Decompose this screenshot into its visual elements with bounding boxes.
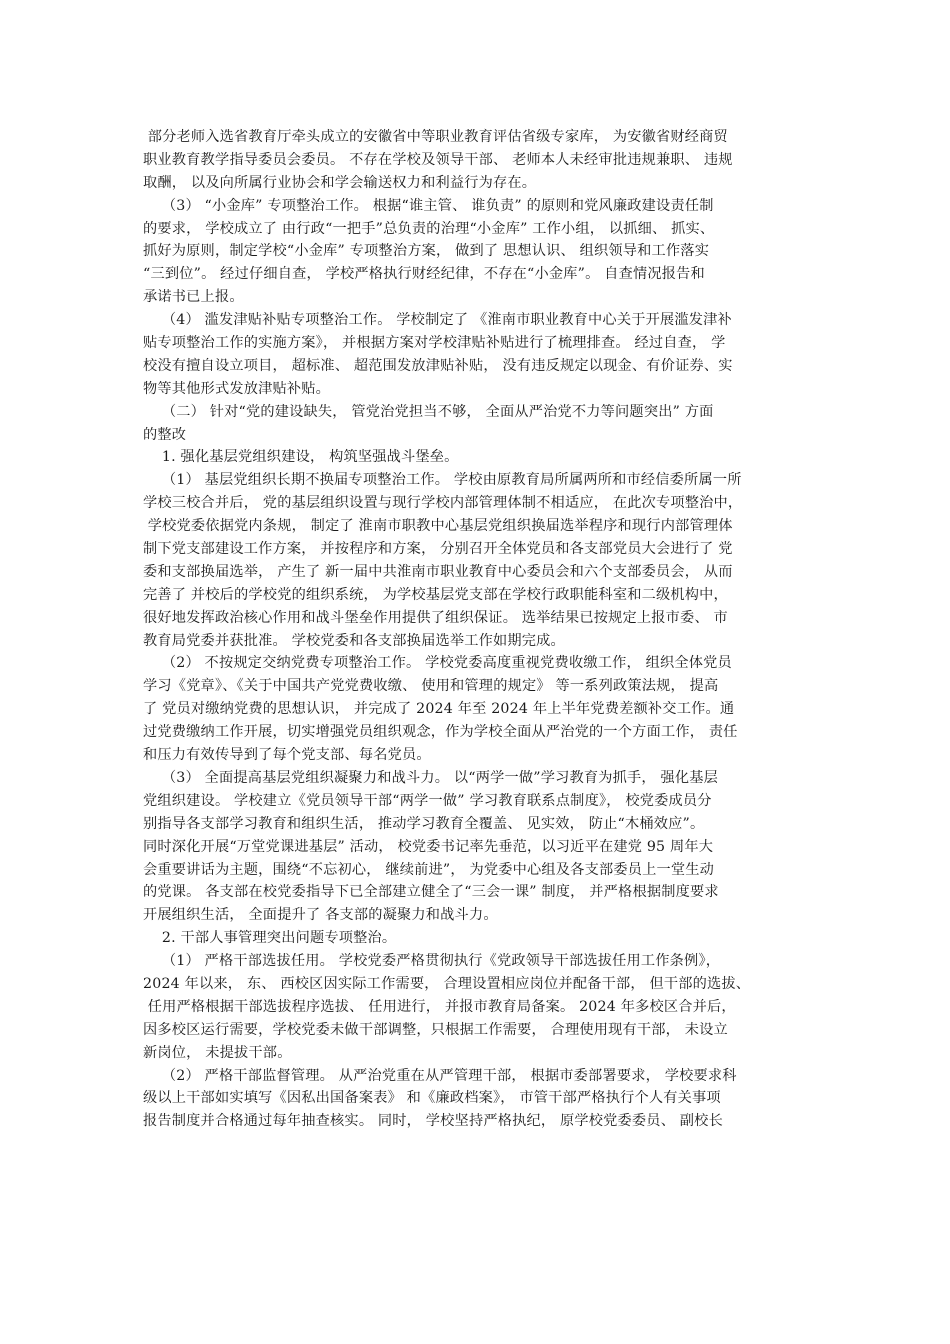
text-line: 2. 干部人事管理突出问题专项整治。 (143, 930, 397, 947)
body-text (143, 126, 823, 1133)
text-line: 学校党委依据党内条规， 制定了 淮南市职教中心基层党组织换届选举程序和现行内部管理体 (143, 518, 733, 535)
text-line: 别指导各支部学习教育和组织生活， 推动学习教育全覆盖、 见实效， 防止“木桶效应”。 (143, 815, 705, 832)
text-line: （3） 全面提高基层党组织凝聚力和战斗力。 以“两学一做”学习教育为抓手， 强化基层 (143, 769, 719, 786)
text-line: 完善了 并校后的学校党的组织系统， 为学校基层党支部在学校行政职能科室和二级机构中， (143, 586, 728, 603)
text-line: 教育局党委并获批准。 学校党委和各支部换届选举工作如期完成。 (143, 632, 565, 649)
text-line: 的要求， 学校成立了 由行政“一把手”总负责的治理“小金库” 工作小组， 以抓细、 抓实、 (143, 220, 715, 237)
text-line: （2） 严格干部监督管理。 从严治党重在从严管理干部， 根据市委部署要求， 学校要求科 (143, 1067, 737, 1084)
text-line: （1） 基层党组织长期不换届专项整治工作。 学校由原教育局所属两所和市经信委所属一所 (143, 472, 742, 489)
text-line: 职业教育教学指导委员会委员。 不存在学校及领导干部、 老师本人未经审批违规兼职、 违规 (143, 151, 733, 168)
text-line: 学习《党章》、《关于中国共产党党费收缴、 使用和管理的规定》 等一系列政策法规， 提高 (143, 678, 719, 695)
text-line: 物等其他形式发放津贴补贴。 (143, 380, 331, 397)
text-line: 校没有擅自设立项目， 超标准、 超范围发放津贴补贴， 没有违反规定以现金、有价证券、实 (143, 357, 733, 374)
text-line: 因多校区运行需要，学校党委未做干部调整，只根据工作需要， 合理使用现有干部， 未设立 (143, 1021, 728, 1038)
text-line: 取酬， 以及向所属行业协会和学会输送权力和利益行为存在。 (143, 174, 537, 191)
text-line: 的党课。 各支部在校党委指导下已全部建立健全了“三会一课” 制度， 并严格根据制度要求 (143, 884, 719, 901)
text-line: 抓好为原则，制定学校“小金库” 专项整治方案， 做到了 思想认识、 组织领导和工作落实 (143, 243, 710, 260)
text-line: 委和支部换届选举， 产生了 新一届中共淮南市职业教育中心委员会和六个支部委员会， 从而 (143, 563, 733, 580)
text-line: 的整改 (143, 426, 187, 443)
text-line: 1. 强化基层党组织建设， 构筑坚强战斗堡垒。 (143, 449, 459, 466)
text-line: 开展组织生活， 全面提升了 各支部的凝聚力和战斗力。 (143, 907, 498, 924)
text-line: 和压力有效传导到了每个党支部、每名党员。 (143, 747, 431, 764)
text-line: 新岗位， 未提拔干部。 (143, 1044, 292, 1061)
text-line: （4） 滥发津贴补贴专项整治工作。 学校制定了 《淮南市职业教育中心关于开展滥发津补 (143, 312, 732, 329)
text-line: （1） 严格干部选拔任用。 学校党委严格贯彻执行《党政领导干部选拔任用工作条例》， (143, 953, 721, 970)
text-line: 级以上干部如实填写《因私出国备案表》 和《廉政档案》， 市管干部严格执行个人有关事项 (143, 1090, 721, 1107)
text-line: 任用严格根据干部选拔程序选拔、 任用进行， 并报市教育局备案。 2024 年多校区合并后， (143, 998, 736, 1015)
text-line: 2024 年以来， 东、 西校区因实际工作需要， 合理设置相应岗位并配备干部， 但干部的选拔、 (143, 975, 751, 992)
text-line: （3） “小金库” 专项整治工作。 根据“谁主管、 谁负责” 的原则和党风廉政建设责任制 (143, 197, 714, 214)
text-line: 学校三校合并后， 党的基层组织设置与现行学校内部管理体制不相适应， 在此次专项整治中， (143, 495, 743, 512)
text-line: 党组织建设。 学校建立《党员领导干部“两学一做” 学习教育联系点制度》， 校党委成员分 (143, 792, 712, 809)
text-line: 承诺书已上报。 (143, 289, 244, 306)
text-line: 很好地发挥政治核心作用和战斗堡垒作用提供了组织保证。 选举结果已按规定上报市委、 市 (143, 609, 728, 626)
text-line: 同时深化开展“万堂党课进基层” 活动， 校党委书记率先垂范，以习近平在建党 95 周年大 (143, 838, 714, 855)
text-line: 贴专项整治工作的实施方案》， 并根据方案对学校津贴补贴进行了梳理排查。 经过自查， 学 (143, 335, 726, 352)
text-line: “三到位”。 经过仔细自查， 学校严格执行财经纪律，不存在“小金库”。 自查情况报告和 (143, 266, 705, 283)
text-line: 报告制度并合格通过每年抽查核实。 同时， 学校坚持严格执纪， 原学校党委委员、 副校长 (143, 1113, 723, 1130)
text-line: 了 党员对缴纳党费的思想认识， 并完成了 2024 年至 2024 年上半年党费差额补交工作。通 (143, 701, 735, 718)
text-line: （2） 不按规定交纳党费专项整治工作。 学校党委高度重视党费收缴工作， 组织全体党员 (143, 655, 732, 672)
text-line: 制下党支部建设工作方案， 并按程序和方案， 分别召开全体党员和各支部党员大会进行了 党 (143, 541, 733, 558)
text-line: 会重要讲话为主题，围绕“不忘初心， 继续前进”， 为党委中心组及各支部委员上一堂生动 (143, 861, 715, 878)
text-line: 过党费缴纳工作开展，切实增强党员组织观念，作为学校全面从严治党的一个方面工作， 责任 (143, 724, 738, 741)
text-line: 部分老师入选省教育厅牵头成立的安徽省中等职业教育评估省级专家库， 为安徽省财经商贸 (143, 129, 728, 145)
text-line: （二） 针对“党的建设缺失， 管党治党担当不够， 全面从严治党不力等问题突出” 方面 (143, 403, 714, 420)
